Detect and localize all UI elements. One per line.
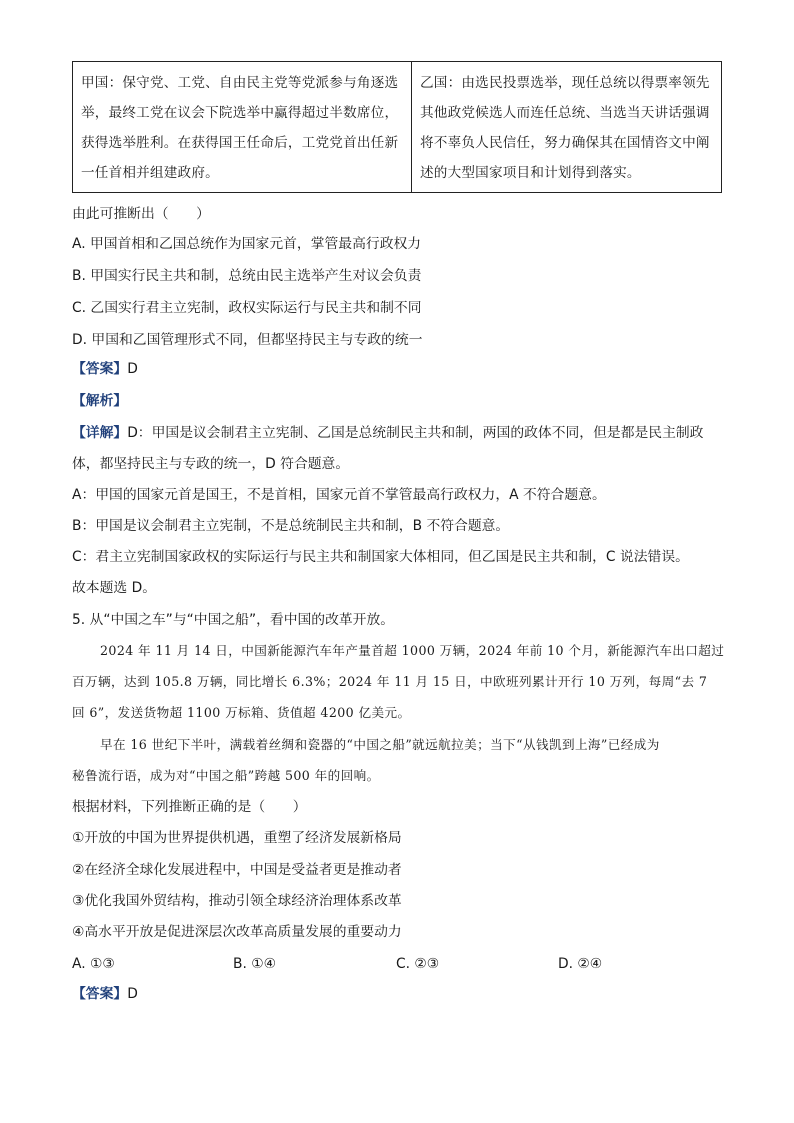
q5-item-2: ②在经济全球化发展进程中，中国是受益者更是推动者 [72,862,402,878]
q5-choice-b: B. ①④ [233,956,276,972]
table-cell-country-jia: 甲国：保守党、工党、自由民主党等党派参与角逐选举，最终工党在议会下院选举中赢得超过半数席位，获得选举胜利。在获得国王任命后，工党党首出任新一任首相并组建政府。 [73,62,412,193]
q5-material-p1-line-1: 2024 年 11 月 14 日，中国新能源汽车年产量首超 1000 万辆，2024 年前 10 个月，新能源汽车出口超过 [100,643,725,658]
q5-material-p1-line-3: 回 6”，发送货物超 1100 万标箱、货值超 4200 亿美元。 [72,705,411,720]
analysis-label: 【解析】 [72,393,128,409]
answer-value: D [127,986,138,1002]
q5-stem: 根据材料，下列推断正确的是（ ） [72,799,307,815]
q4-stem: 由此可推断出（ ） [72,206,210,222]
q5-material-p2-line-1: 早在 16 世纪下半叶，满载着丝绸和瓷器的“中国之船”就远航拉美；当下“从钱凯到上海”已经成为 [100,737,660,752]
detail-text: D：甲国是议会制君主立宪制、乙国是总统制民主共和制，两国的政体不同，但是都是民主制政 [127,425,704,441]
detail-label: 【详解】 [72,425,128,441]
q4-option-a: A. 甲国首相和乙国总统作为国家元首，掌管最高行政权力 [72,236,422,252]
table-cell-country-yi: 乙国：由选民投票选举，现任总统以得票率领先其他政党候选人而连任总统、当选当天讲话强调将不辜负人民信任，努力确保其在国情咨文中阐述的大型国家项目和计划得到落实。 [412,62,722,193]
q4-option-d: D. 甲国和乙国管理形式不同，但都坚持民主与专政的统一 [72,332,423,348]
answer-label: 【答案】 [72,361,128,377]
q5-material-p1-line-2: 百万辆，达到 105.8 万辆，同比增长 6.3%；2024 年 11 月 15 日，中欧班列累计开行 10 万列，每周“去 7 [72,674,708,689]
q5-material-p2-line-2: 秘鲁流行语，成为对“中国之船”跨越 500 年的回响。 [72,768,380,783]
q4-analysis-label [72,391,127,411]
q4-detail-line-2: 体，都坚持民主与专政的统一，D 符合题意。 [72,456,350,472]
q4-analysis-b: B：甲国是议会制君主立宪制，不是总统制民主共和制，B 不符合题意。 [72,518,510,534]
q5-item-4: ④高水平开放是促进深层次改革高质量发展的重要动力 [72,924,402,940]
table-row [73,62,722,193]
answer-label: 【答案】 [72,986,128,1002]
q5-choice-a: A. ①③ [72,956,115,972]
q4-answer [72,359,138,379]
q4-conclusion: 故本题选 D。 [72,580,156,596]
q5-title: 5. 从“中国之车”与“中国之船”，看中国的改革开放。 [72,612,395,628]
q5-answer [72,984,138,1004]
q4-option-b: B. 甲国实行民主共和制，总统由民主选举产生对议会负责 [72,268,422,284]
answer-value: D [127,361,138,377]
q4-analysis-a: A：甲国的国家元首是国王，不是首相，国家元首不掌管最高行政权力，A 不符合题意。 [72,487,606,503]
comparison-table [72,61,722,193]
q4-analysis-c: C：君主立宪制国家政权的实际运行与民主共和制国家大体相同，但乙国是民主共和制，C 说法错误。 [72,549,689,565]
q4-detail-line-1 [72,423,703,443]
q5-item-3: ③优化我国外贸结构，推动引领全球经济治理体系改革 [72,893,402,909]
q5-choice-c: C. ②③ [396,956,440,972]
q5-item-1: ①开放的中国为世界提供机遇，重塑了经济发展新格局 [72,830,402,846]
q4-option-c: C. 乙国实行君主立宪制，政权实际运行与民主共和制不同 [72,300,422,316]
q5-choice-d: D. ②④ [558,956,603,972]
